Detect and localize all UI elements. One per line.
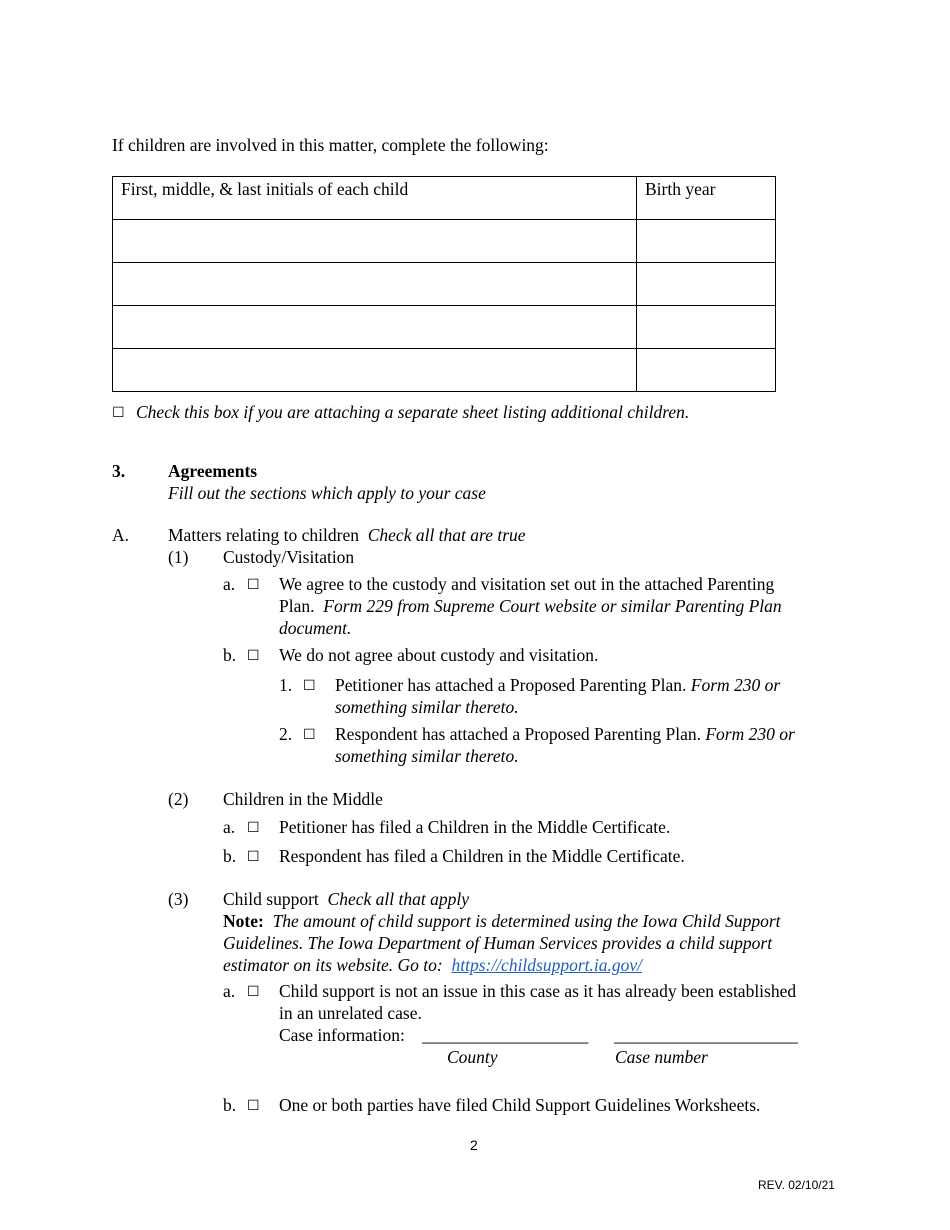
case-number-label: Case number	[615, 1047, 708, 1067]
table-row	[113, 263, 776, 306]
custody-b-label: b.	[223, 645, 237, 665]
support-a-line1: Child support is not an issue in this case as it has already been established	[279, 981, 797, 1001]
table-row	[113, 220, 776, 263]
custody-b1-main: Petitioner has attached a Proposed Parenting Plan.	[335, 675, 687, 695]
page-number: 2	[470, 1137, 478, 1153]
support-a-checkbox[interactable]: ☐	[247, 984, 260, 1000]
custody-b1-checkbox[interactable]: ☐	[303, 678, 316, 694]
custody-b2-main: Respondent has attached a Proposed Parenting Plan.	[335, 724, 701, 744]
middle-a-checkbox[interactable]: ☐	[247, 820, 260, 836]
child-initials-cell[interactable]	[113, 306, 637, 349]
header-birth-year: Birth year	[637, 177, 776, 220]
custody-b1-label: 1.	[279, 675, 293, 695]
custody-a-hint-line1: Form 229 from Supreme Court website or similar Parenting Plan	[323, 596, 782, 616]
custody-a-text	[279, 573, 839, 639]
custody-b2-text	[335, 723, 845, 767]
support-a-label: a.	[223, 981, 236, 1001]
custody-a-line1: We agree to the custody and visitation set out in the attached Parenting	[279, 574, 775, 594]
part-a-title: Matters relating to children	[168, 525, 359, 545]
child-birth-year-cell[interactable]	[637, 220, 776, 263]
support-a-line2: in an unrelated case.	[279, 1003, 422, 1023]
custody-b-checkbox[interactable]: ☐	[247, 648, 260, 664]
custody-number: (1)	[168, 547, 189, 567]
custody-b1-hint2: something similar thereto.	[335, 697, 519, 717]
support-a-text	[279, 980, 844, 1024]
custody-a-line2	[279, 595, 839, 617]
child-birth-year-cell[interactable]	[637, 263, 776, 306]
middle-b-label: b.	[223, 846, 237, 866]
table-row	[113, 349, 776, 392]
custody-b2-hint1: Form 230 or	[705, 724, 795, 744]
additional-children-checkbox[interactable]: ☐	[112, 405, 125, 421]
custody-b2-checkbox[interactable]: ☐	[303, 727, 316, 743]
section-number: 3.	[112, 461, 126, 481]
custody-a-line2-text: Plan.	[279, 596, 315, 616]
custody-b2-label: 2.	[279, 724, 293, 744]
section-subtitle: Fill out the sections which apply to your case	[168, 483, 486, 503]
table-row	[113, 306, 776, 349]
additional-children-label: Check this box if you are attaching a separate sheet listing additional children.	[136, 402, 690, 422]
part-a-title-line	[168, 524, 526, 546]
middle-b-checkbox[interactable]: ☐	[247, 849, 260, 865]
middle-b-text: Respondent has filed a Children in the Middle Certificate.	[279, 846, 685, 866]
county-label: County	[447, 1047, 498, 1067]
support-note-line3: estimator on its website. Go to:	[223, 955, 443, 975]
support-note-line1: The amount of child support is determined using the Iowa Child Support	[272, 911, 781, 931]
table-header-row	[113, 177, 776, 220]
county-field[interactable]: ___________________	[422, 1025, 589, 1045]
intro-text: If children are involved in this matter, complete the following:	[112, 135, 549, 155]
custody-b2-hint2: something similar thereto.	[335, 746, 519, 766]
children-table	[112, 176, 776, 392]
support-hint: Check all that apply	[327, 889, 469, 909]
child-birth-year-cell[interactable]	[637, 349, 776, 392]
support-note-line2: Guidelines. The Iowa Department of Human Services provides a child support	[223, 933, 773, 953]
case-number-field[interactable]: _____________________	[614, 1025, 798, 1045]
revision-date: REV. 02/10/21	[758, 1178, 835, 1192]
support-b-checkbox[interactable]: ☐	[247, 1098, 260, 1114]
support-b-label: b.	[223, 1095, 237, 1115]
middle-a-label: a.	[223, 817, 236, 837]
part-a-hint: Check all that are true	[367, 525, 526, 545]
custody-b1-text	[335, 674, 835, 718]
middle-title: Children in the Middle	[223, 789, 383, 809]
header-initials: First, middle, & last initials of each child	[113, 177, 637, 220]
support-number: (3)	[168, 889, 189, 909]
child-initials-cell[interactable]	[113, 349, 637, 392]
child-initials-cell[interactable]	[113, 220, 637, 263]
support-note-label: Note:	[223, 911, 264, 931]
support-title: Child support	[223, 889, 319, 909]
case-info-label: Case information:	[279, 1025, 405, 1045]
section-title: Agreements	[168, 461, 258, 481]
support-b-text: One or both parties have filed Child Support Guidelines Worksheets.	[279, 1095, 761, 1115]
part-a-letter: A.	[112, 525, 130, 545]
custody-a-hint-line2: document.	[279, 618, 352, 638]
custody-a-checkbox[interactable]: ☐	[247, 577, 260, 593]
middle-number: (2)	[168, 789, 189, 809]
custody-a-label: a.	[223, 574, 236, 594]
custody-b1-hint1: Form 230 or	[690, 675, 781, 695]
support-header	[223, 888, 843, 976]
child-initials-cell[interactable]	[113, 263, 637, 306]
child-birth-year-cell[interactable]	[637, 306, 776, 349]
middle-a-text: Petitioner has filed a Children in the Middle Certificate.	[279, 817, 671, 837]
custody-b-text: We do not agree about custody and visitation.	[279, 645, 599, 665]
custody-title: Custody/Visitation	[223, 547, 355, 567]
child-support-link[interactable]: https://childsupport.ia.gov/	[451, 955, 643, 975]
